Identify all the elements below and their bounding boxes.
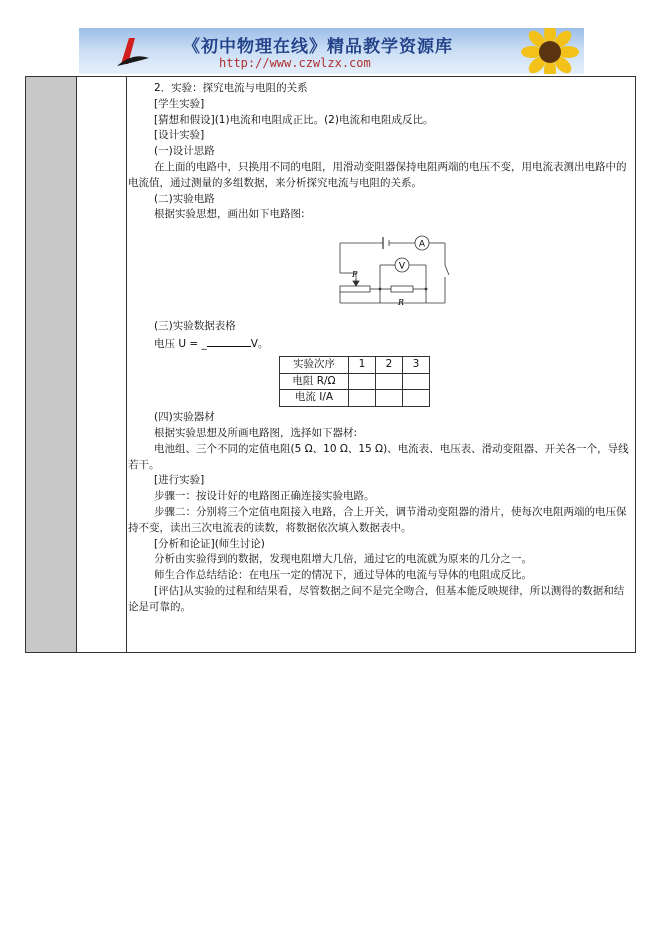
section-circuit-text: 根据实验思想，画出如下电路图:: [154, 208, 305, 221]
empty-column: [77, 77, 127, 652]
table-row: [280, 373, 430, 390]
table-row: [280, 390, 430, 407]
table-cell: [376, 390, 403, 407]
analysis-tag: [分析和论证](师生讨论): [154, 537, 265, 550]
table-header-cell: 1: [349, 356, 376, 373]
table-cell: [376, 373, 403, 390]
table-header-cell: 3: [403, 356, 430, 373]
banner-url: http://www.czwlzx.com: [219, 56, 371, 70]
design-experiment-tag: [设计实验]: [154, 129, 205, 142]
circuit-diagram: [128, 225, 634, 317]
section-circuit-title: (二)实验电路: [154, 192, 215, 205]
site-logo-icon: [113, 32, 151, 70]
voltage-suffix: V。: [250, 337, 269, 350]
voltage-blank: [207, 335, 251, 347]
table-row-label: 电流 I/A: [280, 390, 349, 407]
table-header-cell: 2: [376, 356, 403, 373]
header-banner: [79, 28, 584, 74]
conclusion-text: 师生合作总结结论：在电压一定的情况下，通过导体的电流与导体的电阻成反比。: [154, 569, 532, 582]
step-one: 步骤一：按设计好的电路图正确连接实验电路。: [154, 490, 375, 503]
table-cell: [349, 373, 376, 390]
table-row: [280, 356, 430, 373]
student-experiment-tag: [学生实验]: [154, 97, 205, 110]
table-cell: [349, 390, 376, 407]
section-table-title: (三)实验数据表格: [154, 320, 236, 333]
voltage-line: [128, 335, 634, 353]
sunflower-icon: [516, 28, 580, 74]
hypothesis: [猜想和假设](1)电流和电阻成正比。(2)电流和电阻成反比。: [154, 113, 434, 126]
section-design-idea-text: 在上面的电路中，只换用不同的电阻，用滑动变阻器保持电阻两端的电压不变，用电流表测出电路中的电流值，通过测量的多组数据，来分析探究电流与电阻的关系。: [128, 160, 627, 189]
slider-label: P: [352, 270, 358, 280]
table-header-cell: 实验次序: [280, 356, 349, 373]
table-row-label: 电阻 R/Ω: [280, 373, 349, 390]
analysis-text: 分析由实验得到的数据，发现电阻增大几倍，通过它的电流就为原来的几分之一。: [154, 553, 532, 566]
voltmeter-label: V: [398, 261, 406, 272]
step-two: 步骤二：分别将三个定值电阻接入电路，合上开关，调节滑动变阻器的滑片，使每次电阻两端的电压保持不变，读出三次电流表的读数，将数据依次填入数据表中。: [128, 505, 627, 534]
section-equipment-title: (四)实验器材: [154, 411, 215, 424]
circuit-svg: [128, 225, 634, 317]
lesson-table: [25, 76, 636, 653]
evaluation-text: [评估]从实验的过程和结果看，尽管数据之间不是完全吻合，但基本能反映规律，所以测得的数据和结论是可靠的。: [128, 584, 625, 613]
grey-column: [26, 77, 77, 652]
resistor-label: R: [398, 298, 405, 308]
banner-title: 《初中物理在线》精品教学资源库: [183, 37, 453, 57]
section-equipment-text: 根据实验思想及所画电路图，选择如下器材:: [154, 426, 358, 439]
section-design-idea-title: (一)设计思路: [154, 145, 215, 158]
experiment-heading: 2．实验：探究电流与电阻的关系: [154, 82, 308, 94]
perform-experiment-tag: [进行实验]: [154, 474, 205, 487]
table-cell: [403, 390, 430, 407]
data-table: [279, 356, 430, 407]
voltage-prefix: 电压 U = _: [154, 337, 207, 350]
equipment-list: 电池组、三个不同的定值电阻(5 Ω、10 Ω、15 Ω)、电流表、电压表、滑动变阻器、开关各一个，导线若干。: [128, 442, 629, 471]
ammeter-label: A: [418, 239, 426, 250]
lesson-content: [128, 81, 634, 616]
table-cell: [403, 373, 430, 390]
